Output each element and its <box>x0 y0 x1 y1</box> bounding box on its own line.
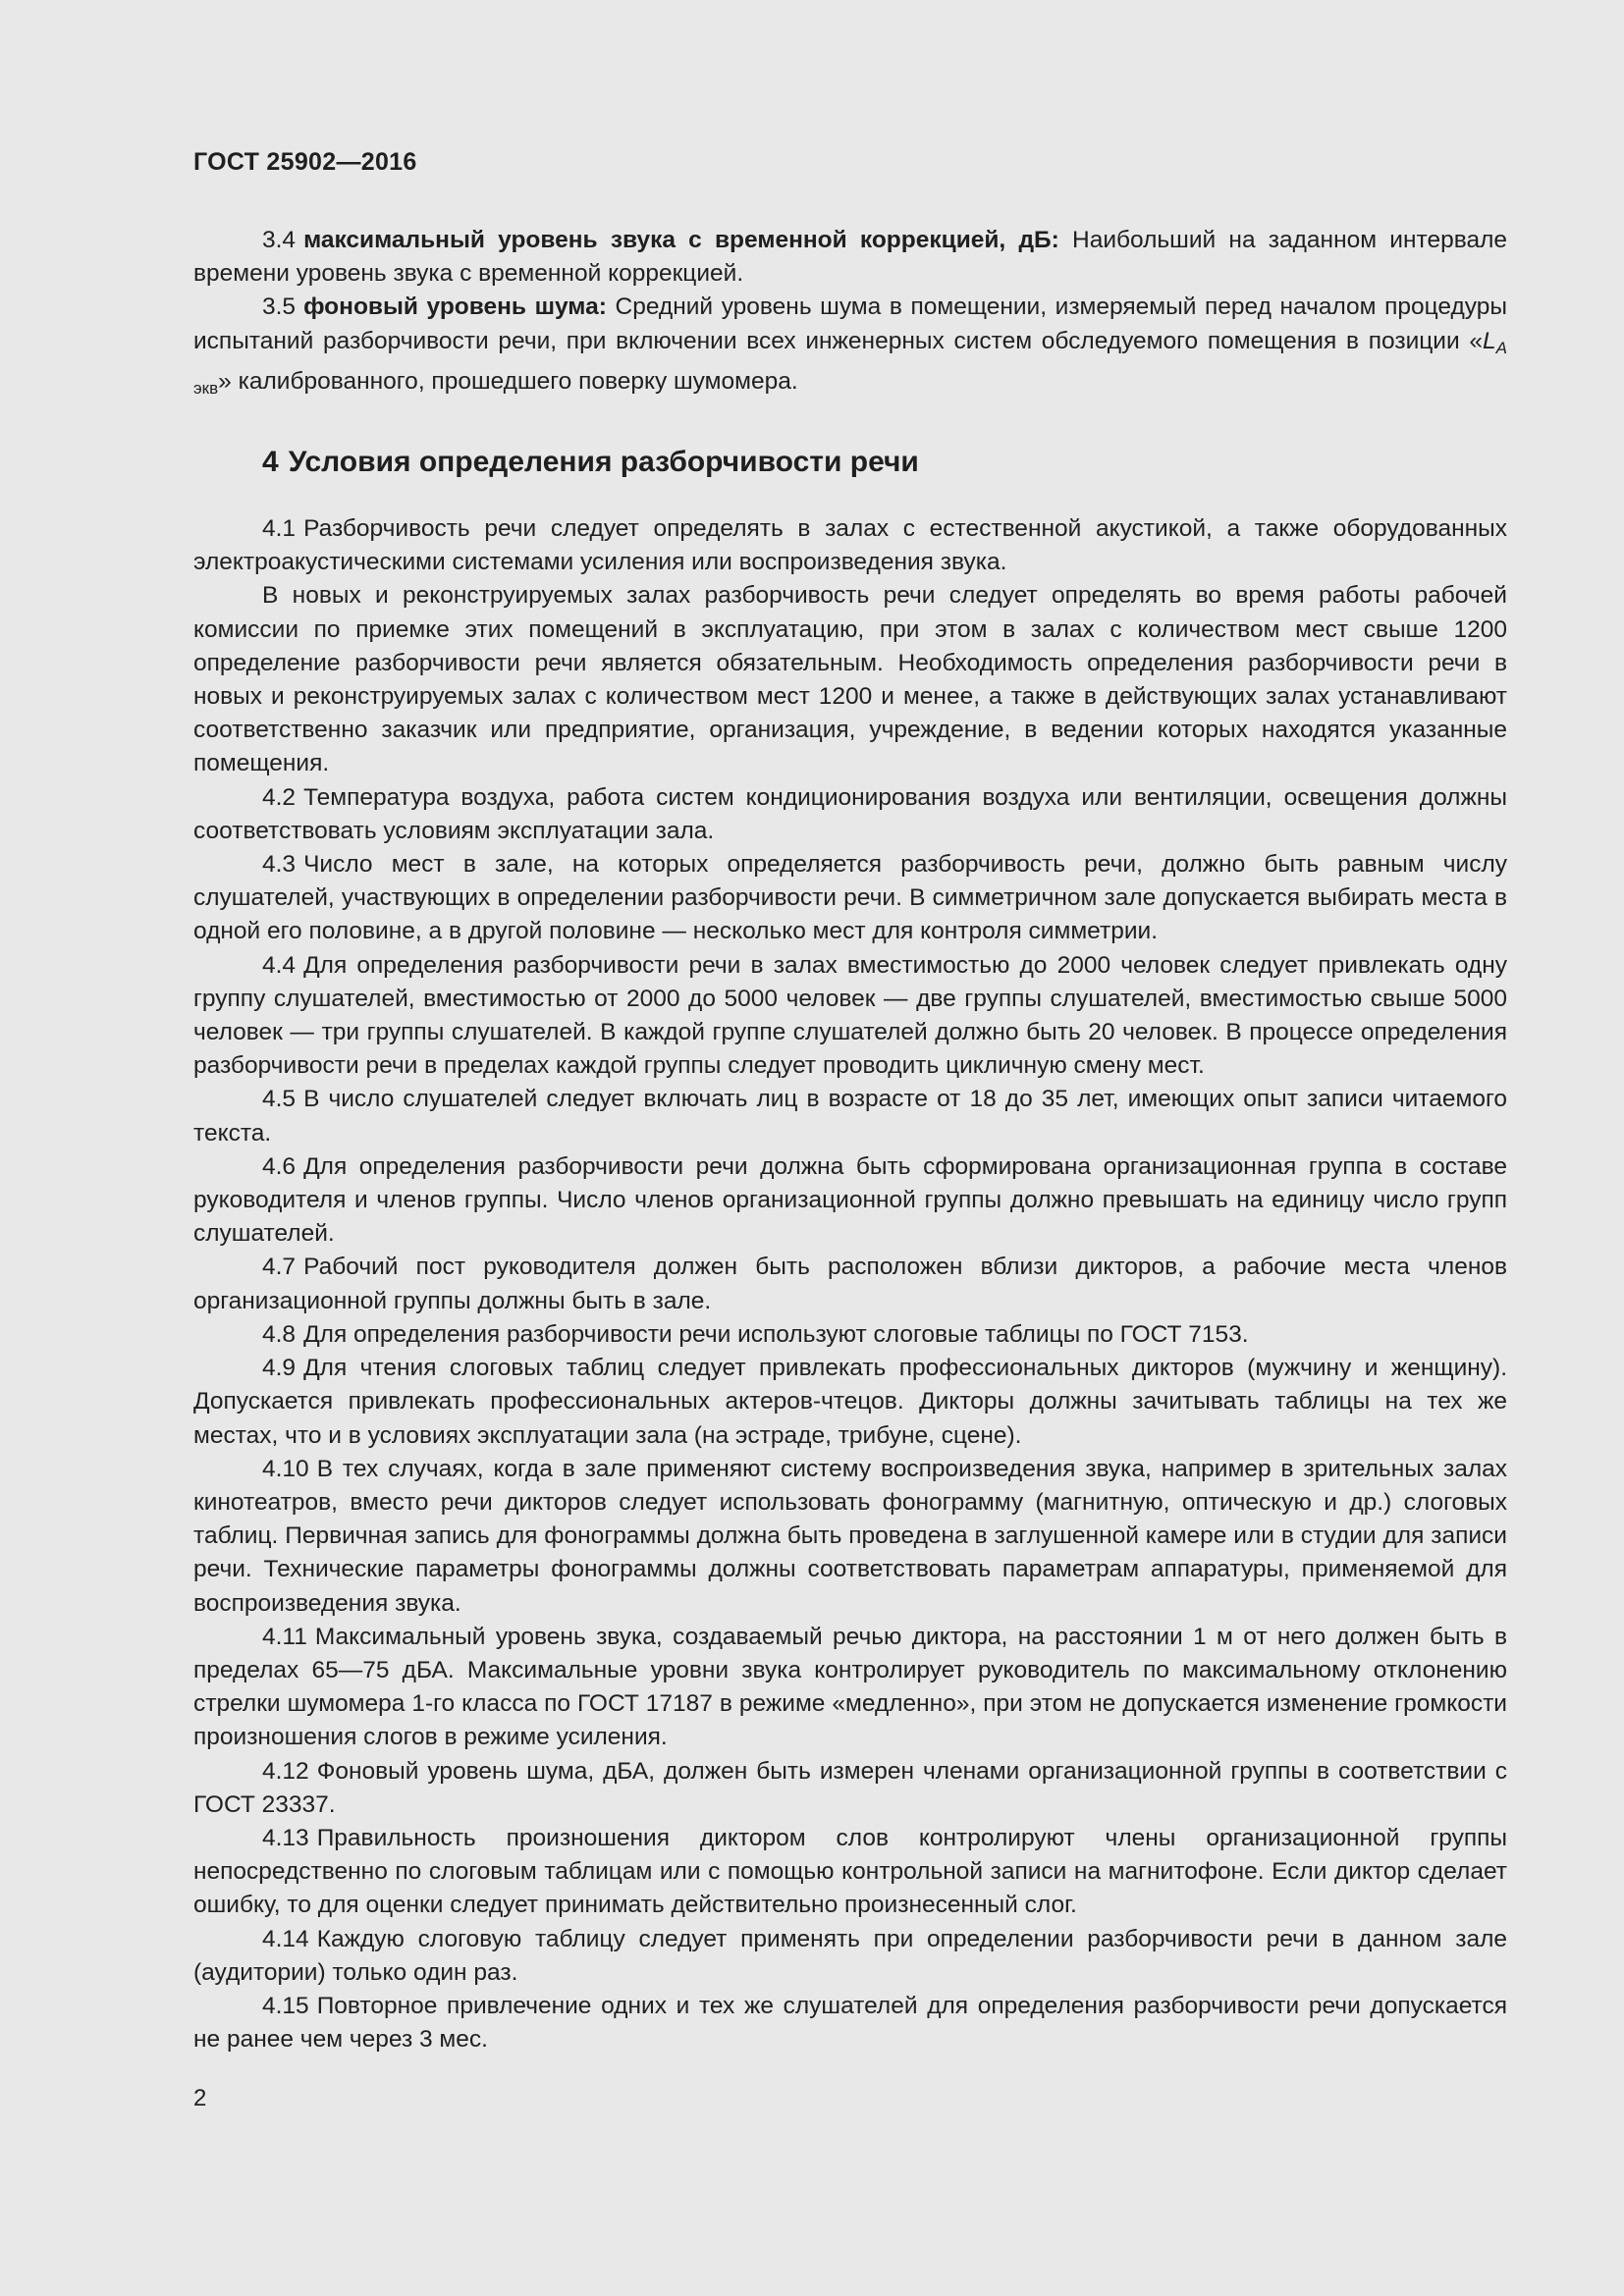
clause-number: 4.3 <box>262 851 297 879</box>
term-definition-text: Средний уровень шума в помещении, измеряемый перед началом процедуры испытаний разборчивости речи, при включении всех инженерных систем обследуемого помещения в позиции « <box>193 294 1507 354</box>
clause-text: Рабочий пост руководителя должен быть расположен вблизи дикторов, а рабочие места членов организационной группы должны быть в зале. <box>193 1254 1507 1314</box>
term-definition-title: максимальный уровень звука с временной коррекцией, дБ: <box>303 227 1059 253</box>
clause-number: 4.12 <box>262 1757 309 1785</box>
clause-number: 4.8 <box>262 1320 297 1348</box>
clause-paragraph <box>193 512 1507 579</box>
clause-number: 4.14 <box>262 1925 309 1952</box>
clause-number: 4.10 <box>262 1455 309 1482</box>
clause-text: В тех случаях, когда в зале применяют систему воспроизведения звука, например в зрительных залах кинотеатров, вместо речи дикторов следует использовать фонограмму (магнитную, оптическую и др.) слоговых таблиц. Первичная запись для фонограммы должна быть проведена в заглушенной камере или в студии для записи речи. Технические параметры фонограммы должны соответствовать параметрам аппаратуры, применяемой для воспроизведения звука. <box>193 1455 1507 1617</box>
section-title: Условия определения разборчивости речи <box>288 446 919 479</box>
clause-number: 4.9 <box>262 1355 297 1382</box>
term-paragraph-3-4 <box>193 224 1507 291</box>
page-number: 2 <box>193 2085 207 2111</box>
clause-number: 4.13 <box>262 1824 309 1851</box>
clause-text: Число мест в зале, на которых определяется разборчивость речи, должно быть равным числу слушателей, участвующих в определении разборчивости речи. В симметричном зале допускается выбирать места в одной его половине, а в другой половине — несколько мест для контроля симметрии. <box>193 851 1507 945</box>
clause-text: Для определения разборчивости речи должна быть сформирована организационная группа в составе руководителя и членов группы. Число членов организационной группы должно превышать на единицу число групп слушателей. <box>193 1152 1507 1248</box>
clause-paragraph <box>193 1318 1507 1352</box>
term-definition-text: Наибольший на заданном интервале времени уровень звука с временной коррекцией. <box>193 227 1507 288</box>
clause-text: Для определения разборчивости речи в залах вместимостью до 2000 человек следует привлекать одну группу слушателей, вместимостью от 2000 до 5000 человек — две группы слушателей, вместимостью свыше 5000 человек — три группы слушателей. В каждой группе слушателей должно быть 20 человек. В процессе определения разборчивости речи в пределах каждой группы следует проводить цикличную смену мест. <box>193 951 1507 1080</box>
clause-text: Температура воздуха, работа систем кондиционирования воздуха или вентиляции, освещения должны соответствовать условиям эксплуатации зала. <box>193 783 1507 844</box>
term-definition-text-end: » калиброванного, прошедшего поверку шумомера. <box>218 367 798 395</box>
section-paragraphs <box>193 512 1507 2056</box>
document-header: ГОСТ 25902—2016 <box>193 148 417 176</box>
clause-paragraph <box>193 1755 1507 1822</box>
clause-text: Разборчивость речи следует определять в залах с естественной акустикой, а также оборудованных электроакустическими системами усиления или воспроизведения звука. <box>193 515 1507 576</box>
document-body <box>193 224 1507 2056</box>
clause-paragraph <box>193 1251 1507 1317</box>
clause-text: Для чтения слоговых таблиц следует привлекать профессиональных дикторов (мужчину и женщину). Допускается привлекать профессиональных актеров-чтецов. Дикторы должны зачитывать таблицы на тех же местах, что и в условиях эксплуатации зала (на эстраде, трибуне, сцене). <box>193 1355 1507 1449</box>
clause-number: 4.4 <box>262 951 297 979</box>
term-paragraph-3-5 <box>193 291 1507 405</box>
clause-number: 4.11 <box>262 1623 307 1650</box>
clause-paragraph <box>193 1822 1507 1923</box>
clause-text: В новых и реконструируемых залах разборчивость речи следует определять во время работы рабочей комиссии по приемке этих помещений в эксплуатацию, при этом в залах с количеством мест свыше 1200 определение разборчивости речи является обязательным. Необходимость определения разборчивости речи в новых и реконструируемых залах с количеством мест 1200 и менее, а также в действующих залах устанавливают соответственно заказчик или предприятие, организация, учреждение, в ведении которых находятся указанные помещения. <box>193 582 1507 777</box>
clause-paragraph <box>193 781 1507 848</box>
clause-number: 4.15 <box>262 1992 309 2019</box>
clause-number: 4.5 <box>262 1086 297 1113</box>
symbol-L: L <box>1483 327 1496 354</box>
clause-text: Максимальный уровень звука, создаваемый речью диктора, на расстоянии 1 м от него должен быть в пределах 65—75 дБА. Максимальные уровни звука контролирует руководитель по максимальному отклонению стрелки шумомера 1-го класса по ГОСТ 17187 в режиме «медленно», при этом не допускается изменение громкости произношения слогов в режиме усиления. <box>193 1623 1507 1751</box>
clause-paragraph <box>193 579 1507 780</box>
symbol-subscript-A: A <box>1495 338 1507 357</box>
clause-paragraph <box>193 949 1507 1084</box>
clause-paragraph <box>193 1352 1507 1453</box>
clause-paragraph <box>193 1150 1507 1252</box>
clause-paragraph <box>193 1990 1507 2056</box>
section-number: 4 <box>262 446 279 479</box>
clause-text: Правильность произношения диктором слов контролируют члены организационной группы непосредственно по слоговым таблицам или с помощью контрольной записи на магнитофоне. Если диктор сделает ошибку, то для оценки следует принимать действительно произнесенный слог. <box>193 1824 1507 1919</box>
section-heading <box>193 445 1507 479</box>
clause-paragraph <box>193 1621 1507 1755</box>
clause-number: 3.5 <box>262 294 297 321</box>
clause-text: Для определения разборчивости речи используют слоговые таблицы по ГОСТ 7153. <box>303 1320 1249 1348</box>
clause-text: Фоновый уровень шума, дБА, должен быть измерен членами организационной группы в соответствии с ГОСТ 23337. <box>193 1757 1507 1818</box>
clause-text: Повторное привлечение одних и тех же слушателей для определения разборчивости речи допускается не ранее чем через 3 мес. <box>193 1992 1507 2054</box>
symbol-subscript: A экв <box>193 338 1507 398</box>
clause-number: 4.1 <box>262 515 297 543</box>
clause-number: 3.4 <box>262 227 297 253</box>
clause-number: 4.7 <box>262 1254 297 1281</box>
clause-paragraph <box>193 1083 1507 1149</box>
clause-text: В число слушателей следует включать лиц в возрасте от 18 до 35 лет, имеющих опыт записи читаемого текста. <box>193 1086 1507 1147</box>
clause-number: 4.2 <box>262 783 297 811</box>
clause-paragraph <box>193 1453 1507 1621</box>
clause-text: Каждую слоговую таблицу следует применять при определении разборчивости речи в данном зале (аудитории) только один раз. <box>193 1925 1507 1986</box>
clause-paragraph <box>193 1923 1507 1990</box>
term-definition-title: фоновый уровень шума: <box>303 294 607 321</box>
clause-paragraph <box>193 848 1507 949</box>
clause-number: 4.6 <box>262 1152 297 1180</box>
